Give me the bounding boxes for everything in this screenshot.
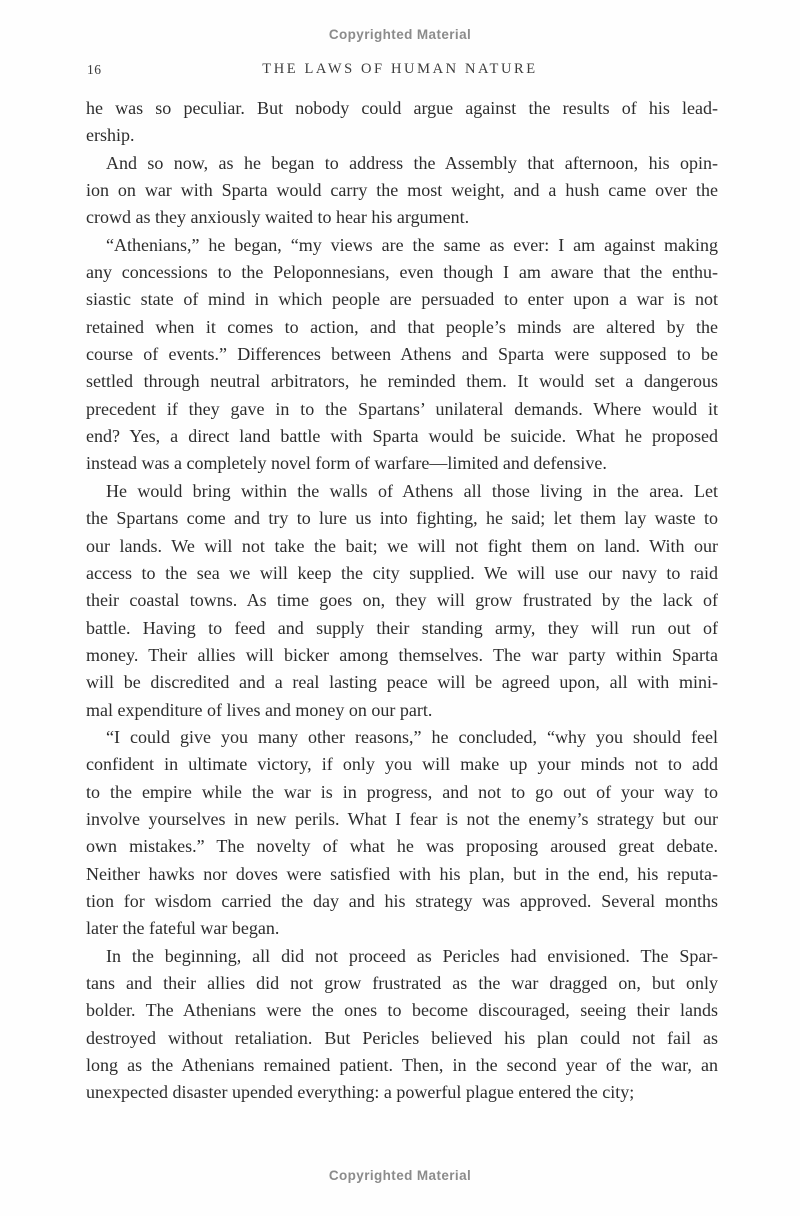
text-line: mal expenditure of lives and money on our part. — [86, 699, 433, 720]
running-header-title: THE LAWS OF HUMAN NATURE — [262, 61, 538, 77]
text-line: confident in ultimate victory, if only you will make up your minds not to add — [86, 754, 718, 775]
text-line: “I could give you many other reasons,” he concluded, “why you should feel — [106, 726, 718, 747]
copyright-notice-top: Copyrighted Material — [328, 27, 472, 42]
text-line: later the fateful war began. — [86, 918, 280, 939]
text-line: will be discredited and a real lasting peace will be agreed upon, all with mini- — [86, 672, 718, 693]
text-line: course of events.” Differences between Athens and Sparta were supposed to be — [86, 344, 718, 365]
paragraph-4 — [86, 478, 718, 724]
text-line: settled through neutral arbitrators, he reminded them. It would set a dangerous — [86, 371, 718, 392]
text-line: retained when it comes to action, and that people’s minds are altered by the — [86, 316, 718, 337]
text-line: Neither hawks nor doves were satisfied with his plan, but in the end, his reputa- — [86, 863, 718, 884]
text-line: money. Their allies will bicker among themselves. The war party within Sparta — [86, 644, 718, 665]
text-line: our lands. We will not take the bait; we will not fight them on land. With our — [86, 535, 718, 556]
text-line: precedent if they gave in to the Spartans’ unilateral demands. Where would it — [86, 398, 718, 419]
text-line: siastic state of mind in which people are persuaded to enter upon a war is not — [86, 289, 718, 310]
page-number: 16 — [87, 62, 102, 77]
text-line: access to the sea we will keep the city supplied. We will use our navy to raid — [86, 562, 718, 583]
text-line: ion on war with Sparta would carry the most weight, and a hush came over the — [86, 180, 718, 201]
text-line: end? Yes, a direct land battle with Sparta would be suicide. What he proposed — [86, 426, 718, 447]
paragraph-1 — [86, 95, 718, 150]
text-line: And so now, as he began to address the Assembly that afternoon, his opin- — [106, 152, 718, 173]
text-line: bolder. The Athenians were the ones to become discouraged, seeing their lands — [86, 1000, 718, 1021]
text-line: ership. — [86, 125, 135, 146]
paragraph-6 — [86, 943, 718, 1107]
paragraph-5 — [86, 724, 718, 943]
text-line: any concessions to the Peloponnesians, even though I am aware that the enthu- — [86, 262, 718, 283]
paragraph-3 — [86, 232, 718, 478]
body-text — [86, 95, 718, 1107]
text-line: destroyed without retaliation. But Pericles believed his plan could not fail as — [86, 1027, 718, 1048]
text-line: the Spartans come and try to lure us into fighting, he said; let them lay waste to — [86, 508, 718, 529]
paragraph-2 — [86, 150, 718, 232]
text-line: involve yourselves in new perils. What I fear is not the enemy’s strategy but our — [86, 808, 718, 829]
text-line: “Athenians,” he began, “my views are the same as ever: I am against making — [106, 234, 718, 255]
text-line: He would bring within the walls of Athens all those living in the area. Let — [106, 480, 718, 501]
copyright-notice-bottom: Copyrighted Material — [328, 1168, 472, 1183]
text-line: own mistakes.” The novelty of what he was proposing aroused great debate. — [86, 836, 718, 857]
text-line: long as the Athenians remained patient. Then, in the second year of the war, an — [86, 1055, 718, 1076]
running-header — [0, 61, 800, 78]
text-line: their coastal towns. As time goes on, they will grow frustrated by the lack of — [86, 590, 718, 611]
text-line: tans and their allies did not grow frustrated as the war dragged on, but only — [86, 973, 718, 993]
text-line: battle. Having to feed and supply their standing army, they will run out of — [86, 617, 718, 638]
text-line: he was so peculiar. But nobody could argue against the results of his lead- — [86, 98, 718, 118]
text-line: to the empire while the war is in progress, and not to go out of your way to — [86, 781, 718, 802]
text-line: unexpected disaster upended everything: a powerful plague entered the city; — [86, 1082, 635, 1103]
text-line: In the beginning, all did not proceed as Pericles had envisioned. The Spar- — [106, 945, 718, 966]
text-line: crowd as they anxiously waited to hear his argument. — [86, 207, 470, 228]
text-line: instead was a completely novel form of warfare—limited and defensive. — [86, 453, 607, 474]
text-line: tion for wisdom carried the day and his strategy was approved. Several months — [86, 890, 718, 911]
